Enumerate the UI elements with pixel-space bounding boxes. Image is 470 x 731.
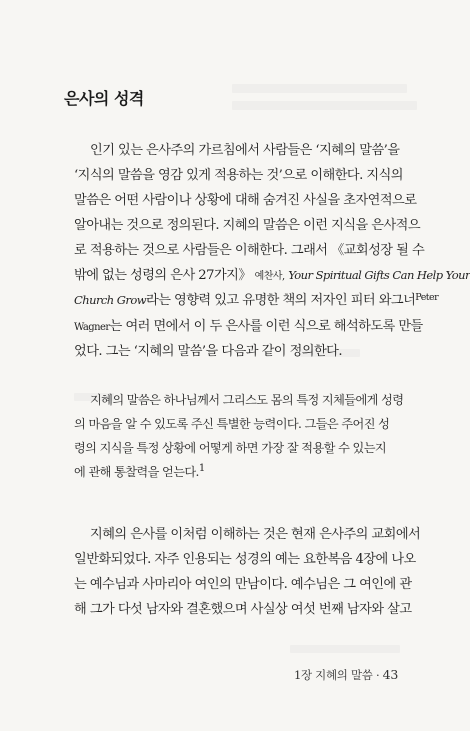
body-line: 일반화되었다. 자주 인용되는 성경의 예는 요한복음 4장에 나오 — [74, 552, 416, 567]
book-title-english-cont: Church Grow — [74, 293, 147, 307]
section-heading: 은사의 성격 — [64, 89, 144, 108]
body-line: 인기 있는 은사주의 가르침에서 사람들은 ‘지혜의 말씀’을 — [90, 143, 400, 158]
quote-line: 의 마음을 알 수 있도록 주신 특별한 능력이다. 그들은 주어진 성 — [74, 417, 390, 431]
body-text: 라는 영향력 있고 유명한 책의 저자인 피터 와그너 — [146, 293, 416, 308]
body-line — [74, 289, 438, 308]
footnote-marker: 1 — [198, 463, 205, 474]
body-line: 는 예수님과 사마리아 여인의 만남이다. 예수님은 그 여인에 관 — [74, 577, 412, 592]
book-title-english: Your Spiritual Gifts Can Help Your — [288, 268, 470, 282]
body-line: 로 적용하는 것으로 사람들은 이해한다. 그래서 《교회성장 될 수 — [74, 243, 425, 258]
author-name-english: Peter — [415, 292, 439, 303]
quote-line: 지혜의 말씀은 하나님께서 그리스도 몸의 특정 지체들에게 성령 — [90, 393, 404, 407]
page-footer — [294, 667, 398, 683]
body-line: ‘지식의 말씀을 영감 있게 적용하는 것’으로 이해한다. 지식의 — [74, 168, 403, 183]
author-name-english-cont: Wagner — [74, 322, 110, 333]
book-title-korean: 밖에 없는 성령의 은사 27가지》 — [74, 268, 251, 283]
body-text: 는 여러 면에서 이 두 은사를 이런 식으로 해석하도록 만들 — [109, 319, 423, 334]
bleed-through-mark — [232, 84, 407, 93]
footer-separator: · — [375, 668, 380, 682]
body-line: 해 그가 다섯 남자와 결혼했으며 사실상 여섯 번째 남자와 살고 — [74, 602, 412, 617]
body-line — [74, 264, 470, 283]
bleed-through-mark — [232, 101, 417, 110]
body-line: 알아내는 것으로 정의된다. 지혜의 말씀은 이런 지식을 은사적으 — [74, 218, 421, 233]
body-line: 말씀은 어떤 사람이나 상황에 대해 숨겨진 사실을 초자연적으로 — [74, 193, 417, 208]
quote-line: 령의 지식을 특정 상황에 어떻게 하면 가장 잘 적용할 수 있는지 — [74, 441, 387, 455]
bleed-through-mark — [290, 645, 400, 653]
body-line — [74, 315, 423, 334]
body-line: 었다. 그는 ‘지혜의 말씀’을 다음과 같이 정의한다. — [74, 344, 343, 359]
translator-note: 예찬사, — [254, 271, 285, 282]
body-line: 지혜의 은사를 이처럼 이해하는 것은 현재 은사주의 교회에서 — [90, 527, 421, 542]
quote-text: 에 관해 통찰력을 얻는다. — [74, 465, 199, 480]
running-chapter-title: 1장 지혜의 말씀 — [294, 668, 373, 682]
quote-line — [74, 463, 205, 480]
page-number: 43 — [382, 667, 398, 682]
